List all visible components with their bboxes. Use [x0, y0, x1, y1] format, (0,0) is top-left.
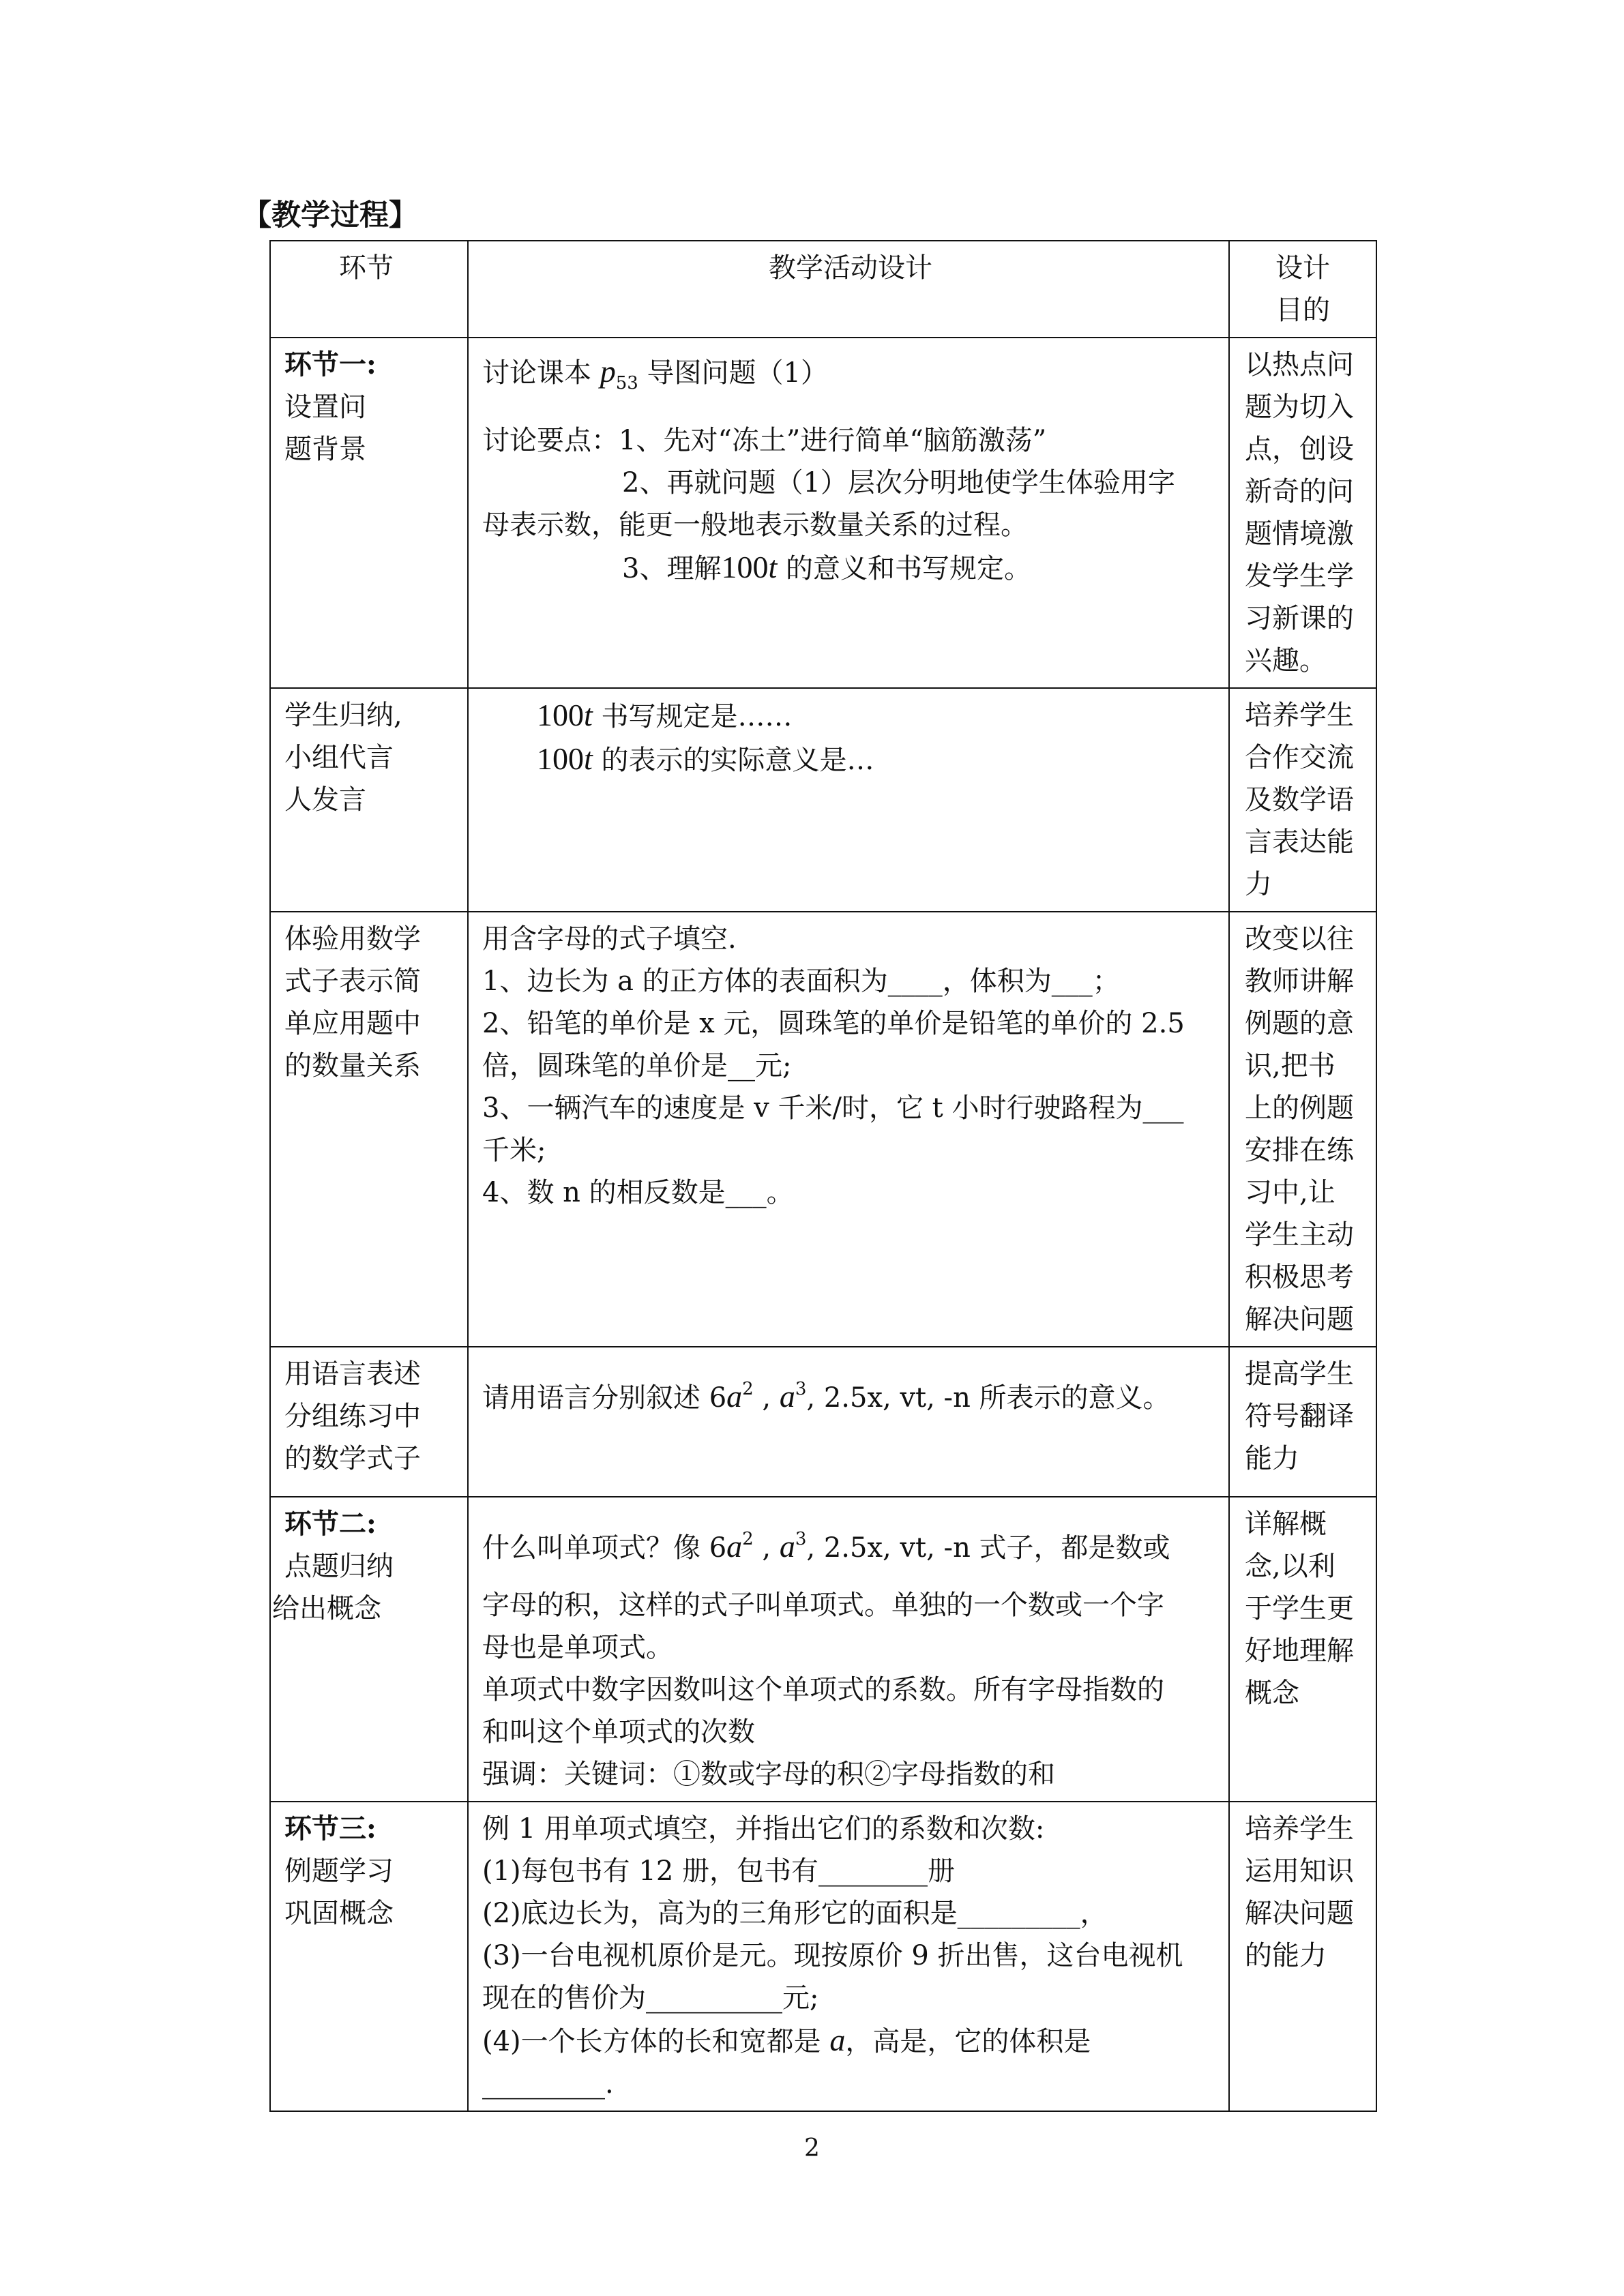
purpose-line: 合作交流: [1245, 742, 1354, 773]
purpose-line: 符号翻译: [1245, 1401, 1354, 1432]
activity-line: 什么叫单项式？像 $6a^2$ , $a^3$, 2.5x, vt, -n 式子，都是数或: [482, 1529, 1170, 1564]
stage-line: 式子表示简: [284, 966, 421, 997]
purpose-line: 例题的意: [1245, 1008, 1354, 1039]
purpose-line: 上的例题: [1245, 1092, 1354, 1124]
purpose-line: 力: [1245, 869, 1272, 900]
teaching-process-table: [269, 240, 1377, 2112]
purpose-line: 能力: [1245, 1443, 1299, 1474]
stage-line: 人发言: [284, 784, 366, 816]
purpose-line: 念,以利: [1245, 1551, 1335, 1582]
activity-line: 请用语言分别叙述 $6a^2$ , $a^3$, 2.5x, vt, -n 所表示的意义。: [482, 1379, 1170, 1414]
stage-line: 学生归纳,: [284, 700, 402, 731]
activity-cell: [468, 338, 1229, 688]
activity-line: 1、边长为 a 的正方体的表面积为____，体积为___；: [482, 966, 1120, 997]
activity-cell: [468, 1497, 1229, 1802]
activity-line: 母也是单项式。: [482, 1632, 673, 1663]
activity-cell: [468, 688, 1229, 912]
purpose-line: 习新课的: [1245, 603, 1354, 634]
activity-line: (2)底边长为，高为的三角形它的面积是_________，: [482, 1898, 1108, 1929]
stage-line: 题背景: [284, 434, 366, 465]
table-row: [270, 1347, 1376, 1497]
stage-line: 的数量关系: [284, 1050, 421, 1082]
activity-cell: [468, 912, 1229, 1347]
activity-line: 100t 书写规定是……: [537, 698, 793, 732]
table-row: [270, 1497, 1376, 1802]
activity-line: 讨论要点：1、先对“冻土”进行简单“脑筋激荡”: [482, 425, 1047, 456]
purpose-cell: [1229, 1802, 1376, 2111]
purpose-line: 以热点问: [1245, 349, 1354, 381]
activity-cell: [468, 1347, 1229, 1497]
activity-line: (4)一个长方体的长和宽都是 a，高是，它的体积是: [482, 2023, 1091, 2057]
stage-line: 单应用题中: [284, 1008, 421, 1039]
activity-line: 3、一辆汽车的速度是 v 千米/时，它 t 小时行驶路程为___: [482, 1092, 1184, 1124]
activity-line: 字母的积，这样的式子叫单项式。单独的一个数或一个字: [482, 1590, 1164, 1621]
purpose-cell: [1229, 912, 1376, 1347]
activity-line: (3)一台电视机原价是元。现按原价 9 折出售，这台电视机: [482, 1940, 1183, 1971]
activity-line: 例 1 用单项式填空，并指出它们的系数和次数:: [482, 1813, 1045, 1845]
purpose-line: 习中,让: [1245, 1177, 1335, 1208]
purpose-line: 运用知识: [1245, 1855, 1354, 1887]
activity-line: _________.: [482, 2068, 614, 2100]
purpose-line: 兴趣。: [1245, 645, 1327, 676]
stage-line: 小组代言: [284, 742, 394, 773]
purpose-line: 详解概: [1245, 1508, 1327, 1540]
purpose-line: 概念: [1245, 1678, 1299, 1709]
purpose-line: 题为切入: [1245, 391, 1354, 423]
purpose-line: 学生主动: [1245, 1219, 1354, 1251]
purpose-line: 安排在练: [1245, 1135, 1354, 1166]
stage-line: 分组练习中: [284, 1401, 421, 1432]
stage-line: 设置问: [284, 391, 366, 423]
purpose-line: 解决问题: [1245, 1898, 1354, 1929]
stage-line: 给出概念: [272, 1593, 381, 1624]
purpose-cell: [1229, 1497, 1376, 1802]
header-stage: 环节: [270, 241, 468, 338]
activity-line: 2、铅笔的单价是 x 元，圆珠笔的单价是铅笔的单价的 2.5: [482, 1008, 1185, 1039]
header-purpose-line: 目的: [1275, 295, 1330, 326]
purpose-line: 及数学语: [1245, 784, 1354, 816]
stage-title: 环节一:: [284, 348, 377, 381]
stage-line: 用语言表述: [284, 1358, 421, 1390]
stage-title: 环节三:: [284, 1813, 377, 1845]
purpose-line: 好地理解: [1245, 1635, 1354, 1667]
stage-line: 体验用数学: [284, 923, 421, 955]
table-row: [270, 338, 1376, 688]
activity-line: 和叫这个单项式的次数: [482, 1716, 755, 1748]
header-purpose: [1229, 241, 1376, 338]
activity-line: 现在的售价为__________元;: [482, 1982, 819, 2014]
stage-title: 环节二:: [284, 1508, 377, 1540]
purpose-line: 题情境激: [1245, 518, 1354, 550]
purpose-line: 点，创设: [1245, 434, 1354, 465]
activity-line: 母表示数，能更一般地表示数量关系的过程。: [482, 509, 1028, 541]
activity-line: 100t 的表示的实际意义是…: [537, 741, 874, 776]
purpose-cell: [1229, 688, 1376, 912]
stage-cell: [270, 1802, 468, 2111]
activity-cell: [468, 1802, 1229, 2111]
activity-line: 3、理解100t 的意义和书写规定。: [622, 550, 1031, 584]
table-header-row: [270, 241, 1376, 338]
purpose-line: 言表达能: [1245, 826, 1354, 858]
section-heading: 【教学过程】: [242, 198, 418, 233]
table-row: [270, 912, 1376, 1347]
purpose-line: 解决问题: [1245, 1304, 1354, 1335]
stage-line: 点题归纳: [284, 1551, 394, 1582]
stage-cell: [270, 338, 468, 688]
purpose-line: 发学生学: [1245, 561, 1354, 592]
activity-line: (1)每包书有 12 册，包书有________册: [482, 1855, 955, 1887]
activity-line: 千米;: [482, 1135, 546, 1166]
table-row: [270, 688, 1376, 912]
stage-cell: [270, 912, 468, 1347]
purpose-line: 新奇的问: [1245, 476, 1354, 507]
activity-line: 讨论课本 $p_{53}$ 导图问题（1）: [482, 354, 828, 393]
stage-cell: [270, 1347, 468, 1497]
purpose-line: 培养学生: [1245, 1813, 1354, 1845]
header-purpose-line: 设计: [1275, 252, 1330, 284]
purpose-line: 积极思考: [1245, 1262, 1354, 1293]
activity-line: 2、再就问题（1）层次分明地使学生体验用字: [622, 467, 1175, 498]
stage-line: 例题学习: [284, 1855, 394, 1887]
purpose-cell: [1229, 338, 1376, 688]
purpose-line: 提高学生: [1245, 1358, 1354, 1390]
activity-line: 单项式中数字因数叫这个单项式的系数。所有字母指数的: [482, 1674, 1164, 1705]
purpose-line: 识,把书: [1245, 1050, 1335, 1082]
stage-cell: [270, 688, 468, 912]
activity-line: 强调：关键词：①数或字母的积②字母指数的和: [482, 1759, 1055, 1790]
purpose-line: 改变以往: [1245, 923, 1354, 955]
purpose-line: 于学生更: [1245, 1593, 1354, 1624]
activity-line: 用含字母的式子填空.: [482, 923, 737, 955]
activity-line: 倍，圆珠笔的单价是__元;: [482, 1050, 792, 1082]
header-activity: 教学活动设计: [468, 241, 1229, 338]
activity-line: 4、数 n 的相反数是___。: [482, 1177, 794, 1208]
purpose-line: 教师讲解: [1245, 966, 1354, 997]
purpose-line: 的能力: [1245, 1940, 1327, 1971]
purpose-cell: [1229, 1347, 1376, 1497]
stage-line: 巩固概念: [284, 1898, 394, 1929]
purpose-line: 培养学生: [1245, 700, 1354, 731]
page-number: 2: [804, 2134, 820, 2162]
stage-cell: [270, 1497, 468, 1802]
table-row: [270, 1802, 1376, 2111]
stage-line: 的数学式子: [284, 1443, 421, 1474]
